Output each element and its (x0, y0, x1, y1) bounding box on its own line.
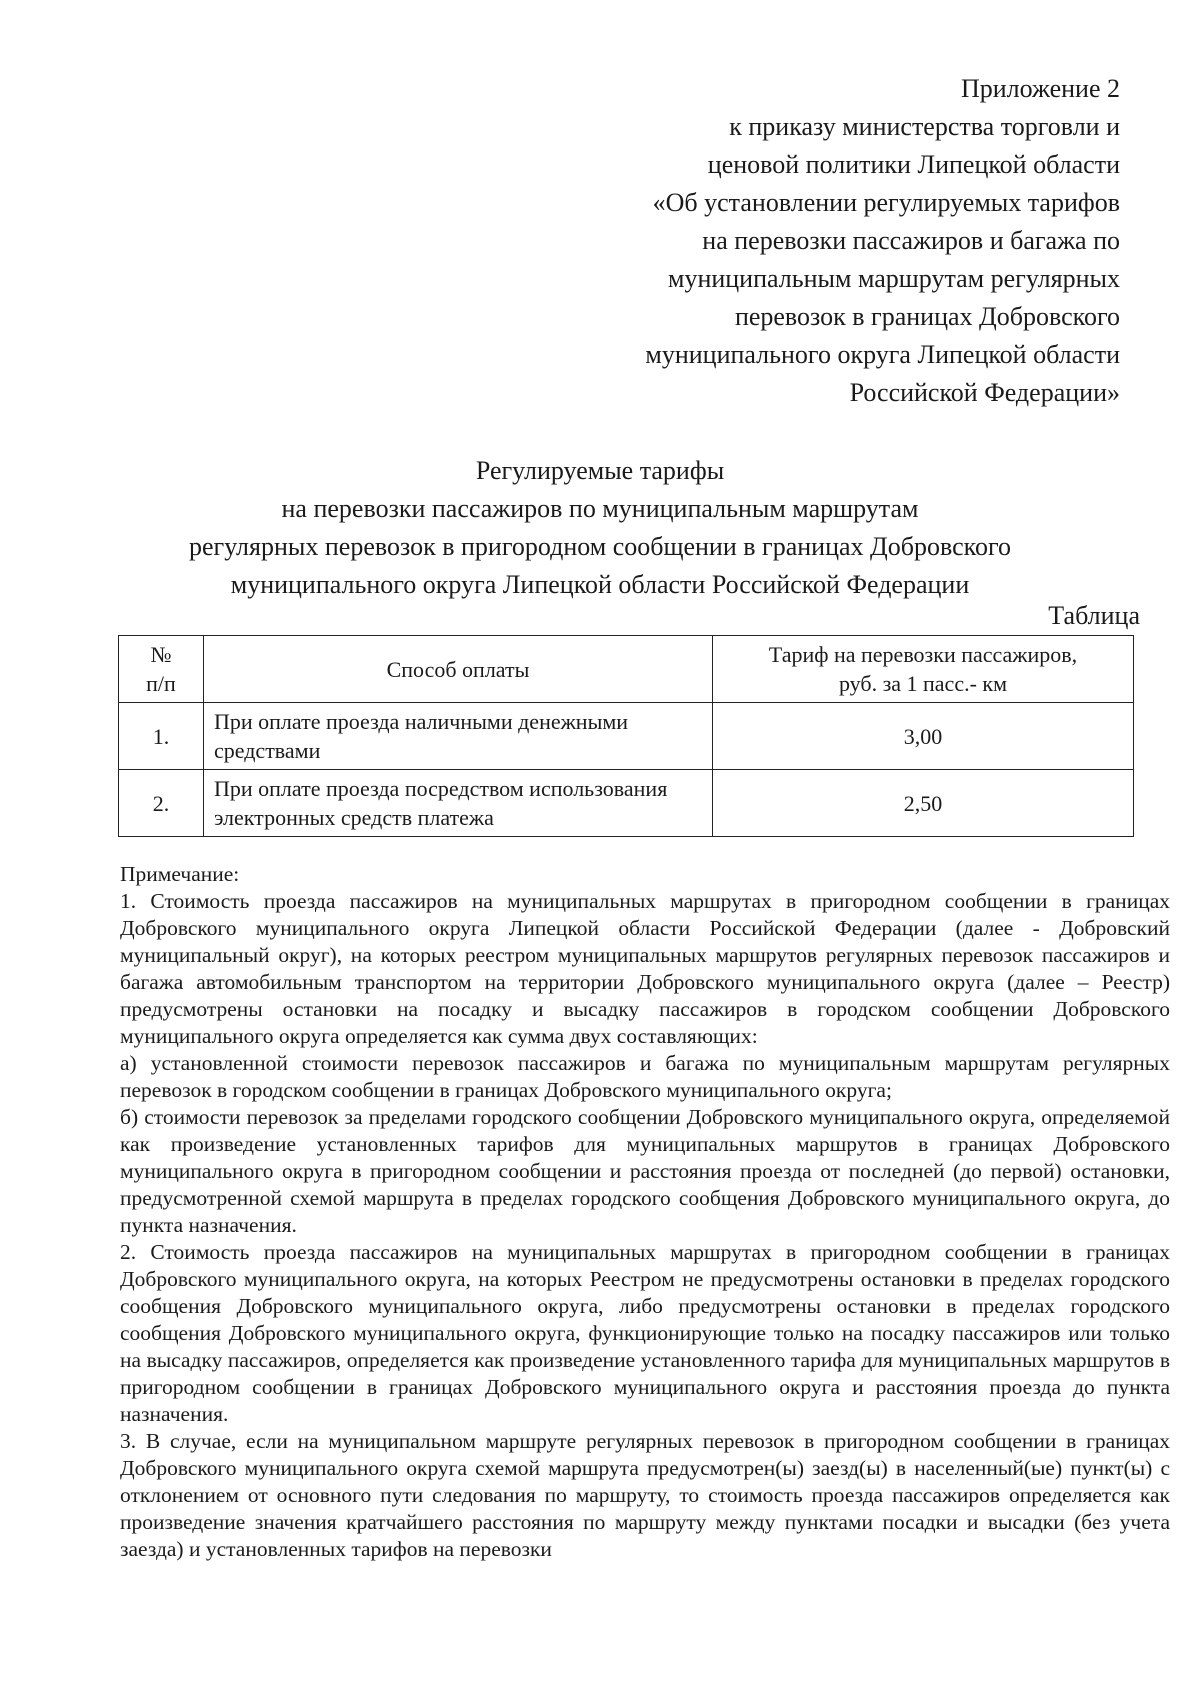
appendix-line: на перевозки пассажиров и багажа по (702, 226, 1120, 255)
header-number (119, 636, 204, 703)
tariff-table (118, 635, 1134, 837)
row-payment-method: При оплате проезда посредством использования электронных средств платежа (204, 770, 713, 837)
appendix-line: муниципальным маршрутам регулярных (667, 264, 1120, 293)
notes-section (120, 861, 1170, 1563)
row-number: 1. (119, 703, 204, 770)
appendix-line: перевозок в границах Добровского (734, 302, 1120, 331)
title-line: регулярных перевозок в пригородном сообщении в границах Добровского (189, 532, 1011, 561)
table-caption: Таблица (1048, 601, 1140, 630)
header-tariff-line2: руб. за 1 пасс.- км (838, 671, 1008, 696)
note-paragraph: а) установленной стоимости перевозок пассажиров и багажа по муниципальным маршрутам регулярных перевозок в городском сообщении в границах Добровского муниципального округа; (120, 1051, 1170, 1102)
header-number-line1: № (150, 642, 172, 667)
row-tariff: 2,50 (713, 770, 1134, 837)
title-line: Регулируемые тарифы (475, 456, 725, 485)
appendix-line: муниципального округа Липецкой области (645, 340, 1120, 369)
note-paragraph: 2. Стоимость проезда пассажиров на муниципальных маршрутах в пригородном сообщении в границах Добровского муниципального округа, на которых Реестром не предусмотрены остановки в пределах городского сообщения Добровского муниципального округа, либо предусмотрены остановки в пределах городского сообщения Добровского муниципального округа, функционирующие только на посадку пассажиров или только на высадку пассажиров, определяется как произведение установленного тарифа для муниципальных маршрутов в пригородном сообщении в границах Добровского муниципального округа и расстояния проезда до пункта назначения. (120, 1240, 1170, 1426)
header-tariff (713, 636, 1134, 703)
appendix-header (420, 70, 1120, 412)
header-tariff-line1: Тариф на перевозки пассажиров, (768, 642, 1078, 667)
header-number-line2: п/п (146, 671, 176, 696)
notes-heading: Примечание: (120, 862, 240, 886)
appendix-line: «Об установлении регулируемых тарифов (652, 188, 1120, 217)
table-row (119, 770, 1134, 837)
row-tariff: 3,00 (713, 703, 1134, 770)
note-paragraph: б) стоимости перевозок за пределами городского сообщении Добровского муниципального округа, определяемой как произведение установленных тарифов для муниципальных маршрутов в границах Добровского муниципального округа в пригородном сообщении и расстояния проезда от последней (до первой) остановки, предусмотренной схемой маршрута в пределах городского сообщения Добровского муниципального округа, до пункта назначения. (120, 1105, 1170, 1237)
table-row (119, 703, 1134, 770)
appendix-line: Российской Федерации» (849, 378, 1120, 407)
table-header-row (119, 636, 1134, 703)
row-number: 2. (119, 770, 204, 837)
row-payment-method: При оплате проезда наличными денежными средствами (204, 703, 713, 770)
note-paragraph: 3. В случае, если на муниципальном маршруте регулярных перевозок в пригородном сообщении в границах Добровского муниципального округа схемой маршрута предусмотрен(ы) заезд(ы) в населенный(ые) пункт(ы) с отклонением от основного пути следования по маршруту, то стоимость проезда пассажиров определяется как произведение значения кратчайшего расстояния по маршруту между пунктами посадки и высадки (без учета заезда) и установленных тарифов на перевозки (120, 1429, 1170, 1561)
appendix-line: ценовой политики Липецкой области (707, 150, 1120, 179)
appendix-line: к приказу министерства торговли и (729, 112, 1120, 141)
title-line: на перевозки пассажиров по муниципальным маршрутам (281, 494, 919, 523)
appendix-line: Приложение 2 (960, 74, 1120, 103)
note-paragraph: 1. Стоимость проезда пассажиров на муниципальных маршрутах в пригородном сообщении в границах Добровского муниципального округа Липецкой области Российской Федерации (далее - Добровский муниципальный округ), на которых реестром муниципальных маршрутов регулярных перевозок пассажиров и багажа автомобильным транспортом на территории Добровского муниципального округа (далее – Реестр) предусмотрены остановки на посадку и высадку пассажиров в городском сообщении Добровского муниципального округа определяется как сумма двух составляющих: (120, 889, 1170, 1048)
header-payment-method: Способ оплаты (204, 636, 713, 703)
document-title (80, 452, 1120, 604)
title-line: муниципального округа Липецкой области Российской Федерации (230, 570, 970, 599)
